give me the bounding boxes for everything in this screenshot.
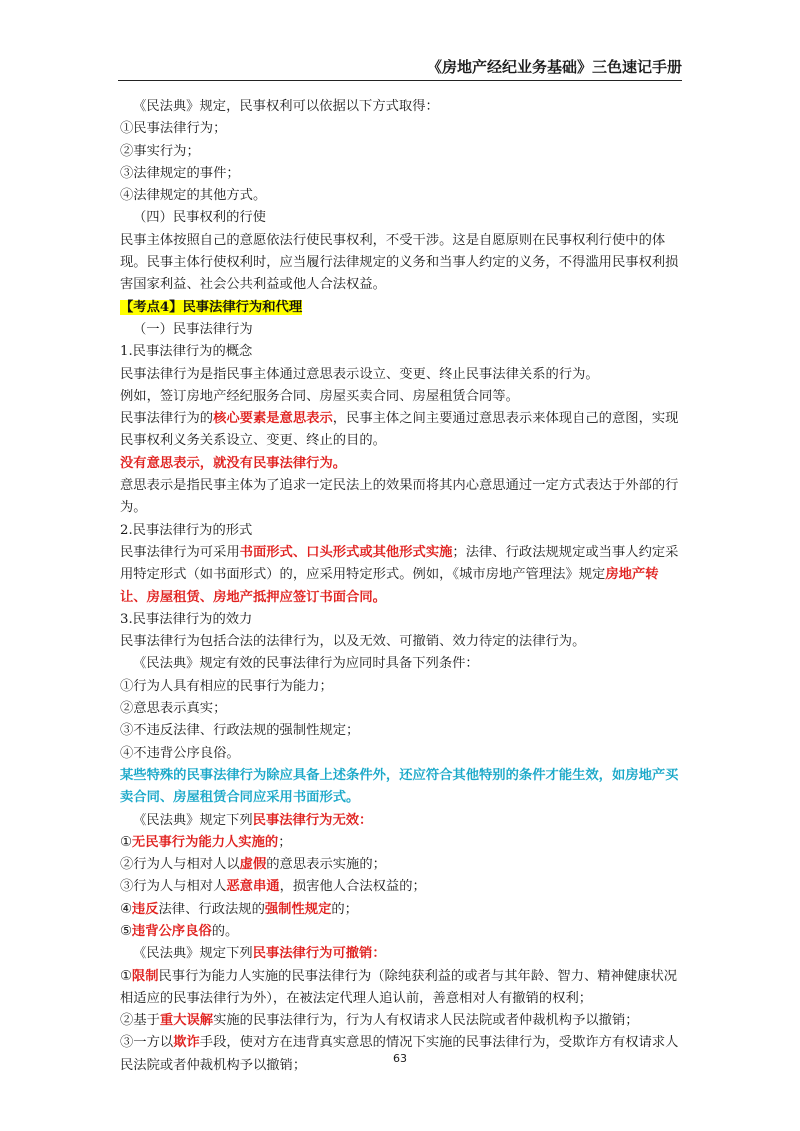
subsection-heading: 2.民事法律行为的形式	[120, 522, 253, 538]
paragraph: 意思表示是指民事主体为了追求一定民法上的效果而将其内心意思通过一定方式表达于外部的行为。	[120, 478, 679, 516]
emphasis-red: 违背公序良俗	[131, 923, 212, 939]
text-run: 民事法律行为的	[120, 411, 214, 427]
emphasis-red: 房地产转让、房屋租赁、房地产抵押应签订书面合同。	[120, 567, 659, 605]
emphasis-red: 民事法律行为无效：	[252, 812, 373, 828]
list-item: ①民事法律行为；	[120, 121, 227, 137]
paragraph: 《民法典》规定，民事权利可以依据以下方式取得：	[133, 99, 439, 114]
text-run: ①	[120, 834, 132, 850]
list-item	[120, 876, 682, 898]
text-run: ②行为人与相对人以	[120, 857, 240, 873]
paragraph: 民事主体按照自己的意愿依法行使民事权利，不受干涉。这是自愿原则在民事权利行使中的体现。民事主体行使权利时，应当履行法律规定的义务和当事人约定的义务，不得滥用民事权利损害国家利益、社会公共利益或他人合法权益。	[120, 232, 679, 293]
text-run: 《民法典》规定下列	[133, 946, 253, 962]
list-item	[120, 854, 682, 876]
text-run: ，民事主体之间主要通过意思表示来体现自己的意图，实现民事权利义务关系设立、变更、终止的目的。	[120, 411, 679, 449]
text-run: ；法律、行政法规规定或当事人约定采用特定形式（如书面形式）的，应采用特定形式。例如，《城市房地产管理法》规定	[120, 544, 679, 583]
list-item	[120, 832, 682, 854]
paragraph	[120, 810, 682, 832]
highlighted-heading: 【考点4】民事法律行为和代理	[120, 299, 303, 315]
list-item: ③法律规定的事件；	[120, 165, 240, 181]
header-title: 《房地产经纪业务基础》三色速记手册	[426, 58, 682, 76]
text-run: ③行为人与相对人	[120, 879, 227, 895]
paragraph	[120, 408, 682, 453]
text-run: 民事法律行为可采用	[120, 544, 240, 560]
list-item: ④法律规定的其他方式。	[120, 188, 267, 204]
text-run: 民事行为能力人实施的民事法律行为（除纯获利益的或者与其年龄、智力、精神健康状况相适应的民事法律行为外），在被法定代理人追认前，善意相对人有撤销的权利；	[120, 968, 678, 1006]
emphasis-red: 虚假	[239, 857, 267, 873]
emphasis-red: 限制	[131, 968, 159, 984]
text-run: ⑤	[120, 923, 132, 939]
list-item	[120, 899, 682, 921]
emphasis-red-line: 没有意思表示，就没有民事法律行为。	[120, 455, 347, 471]
list-item	[120, 921, 682, 943]
paragraph: 《民法典》规定有效的民事法律行为应同时具备下列条件：	[133, 656, 479, 672]
emphasis-red: 强制性规定	[264, 901, 332, 917]
emphasis-blue-paragraph: 某些特殊的民事法律行为除应具备上述条件外，还应符合其他特别的条件才能生效，如房地产买卖合同、房屋租赁合同应采用书面形式。	[120, 767, 679, 806]
page-number: 63	[393, 1052, 407, 1065]
list-item: ②意思表示真实；	[120, 701, 227, 717]
emphasis-red: 违反	[131, 901, 159, 917]
list-item	[120, 966, 682, 1011]
text-run: ②基于	[120, 1013, 160, 1029]
text-run: ③一方以	[120, 1035, 174, 1051]
list-item: ①行为人具有相应的民事行为能力；	[120, 678, 333, 694]
section-heading: （一）民事法律行为	[133, 321, 253, 337]
emphasis-red: 欺诈	[173, 1035, 200, 1051]
text-run: ；	[278, 834, 292, 850]
exam-point-heading	[120, 297, 682, 319]
text-run: ④	[120, 901, 132, 917]
section-heading: （四）民事权利的行使	[133, 210, 266, 226]
paragraph	[120, 542, 682, 609]
paragraph: 民事法律行为包括合法的法律行为，以及无效、可撤销、效力待定的法律行为。	[120, 634, 586, 650]
emphasis-red: 恶意串通	[226, 879, 280, 895]
emphasis-red: 重大误解	[159, 1013, 214, 1029]
emphasis-red: 书面形式、口头形式或其他形式实施	[239, 544, 453, 560]
list-item: ④不违背公序良俗。	[120, 745, 240, 761]
subsection-heading: 1.民事法律行为的概念	[120, 344, 253, 360]
text-run: 手段，使对方在违背真实意思的情况下实施的民事法律行为，受欺诈方有权请求人民法院或者仲裁机构予以撤销；	[120, 1035, 679, 1073]
text-run: 的；	[331, 901, 358, 917]
paragraph: 例如，签订房地产经纪服务合同、房屋买卖合同、房屋租赁合同等。	[120, 388, 519, 404]
emphasis-red: 无民事行为能力人实施的	[131, 834, 279, 850]
page-body	[120, 96, 682, 1077]
emphasis-red: 民事法律行为可撤销：	[252, 946, 386, 962]
text-run: 的。	[211, 923, 239, 939]
paragraph	[120, 943, 682, 965]
text-run: 法律、行政法规的	[158, 901, 265, 917]
list-item: ③不违反法律、行政法规的强制性规定；	[120, 723, 360, 739]
list-item	[120, 1010, 682, 1032]
emphasis-red: 核心要素是意思表示	[213, 411, 333, 427]
running-header	[118, 58, 682, 81]
paragraph: 民事法律行为是指民事主体通过意思表示设立、变更、终止民事法律关系的行为。	[120, 366, 599, 382]
subsection-heading: 3.民事法律行为的效力	[120, 611, 253, 627]
list-item: ②事实行为；	[120, 143, 200, 159]
text-run: 的意思表示实施的；	[266, 857, 386, 873]
text-run: ，损害他人合法权益的；	[279, 879, 426, 895]
text-run: 《民法典》规定下列	[133, 812, 253, 828]
text-run: ①	[120, 968, 132, 984]
text-run: 实施的民事法律行为，行为人有权请求人民法院或者仲裁机构予以撤销；	[213, 1013, 639, 1029]
page-footer	[0, 1052, 800, 1065]
